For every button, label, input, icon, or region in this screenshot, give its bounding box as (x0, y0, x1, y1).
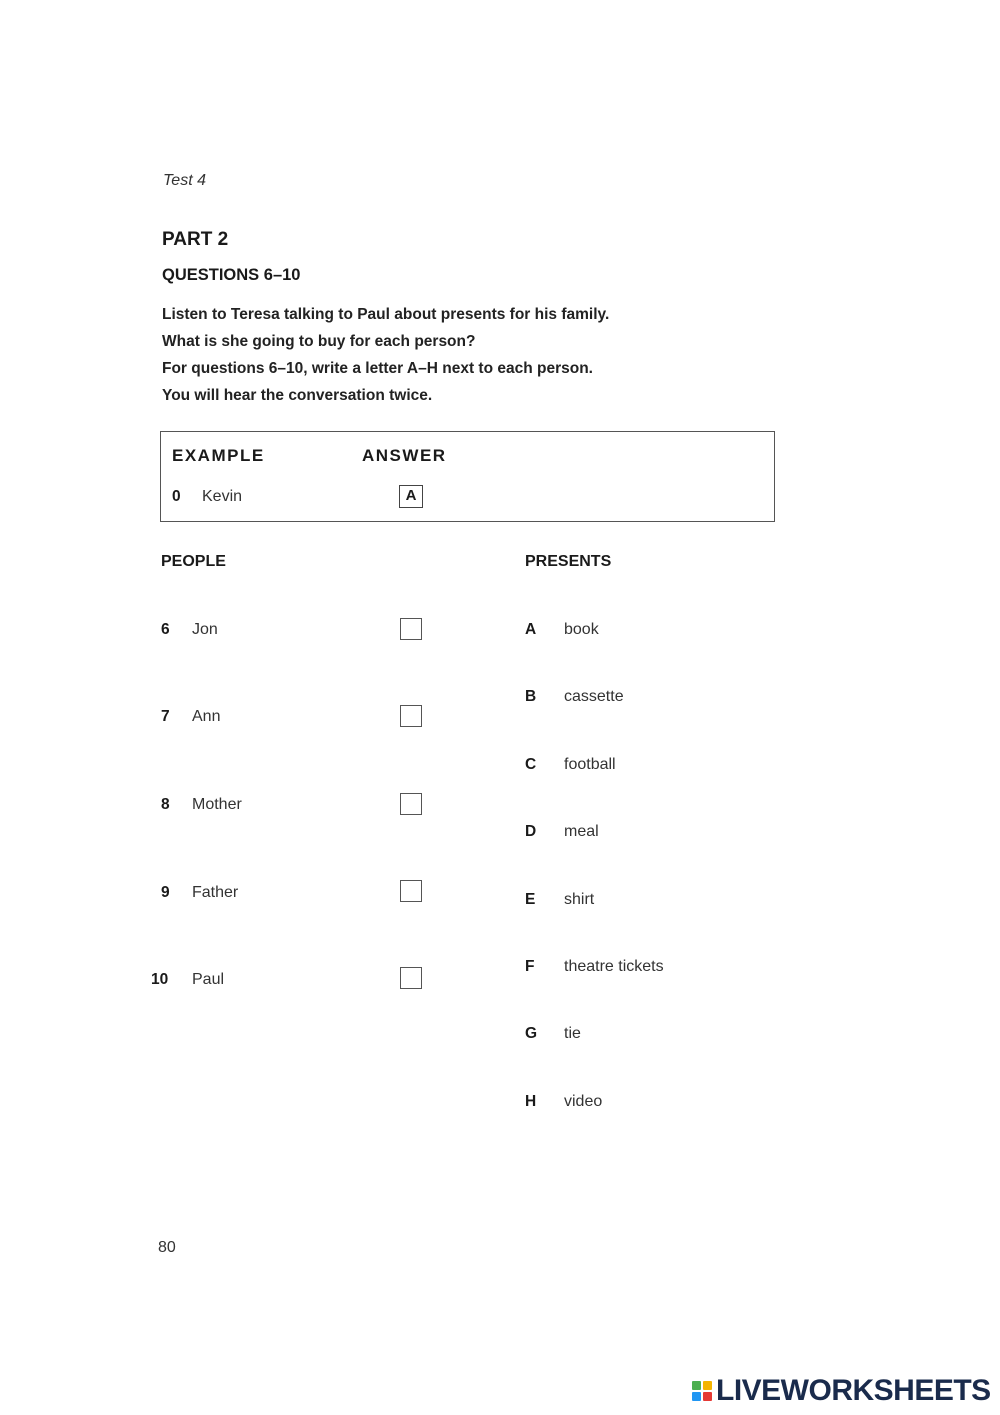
person-number: 7 (161, 708, 170, 725)
present-letter: G (525, 1025, 538, 1042)
person-name: Mother (192, 796, 242, 813)
present-letter: F (525, 958, 535, 975)
present-name: cassette (564, 688, 624, 705)
present-letter: E (525, 891, 536, 908)
brand-name: LIVEWORKSHEETS (716, 1374, 991, 1407)
questions-title: QUESTIONS 6–10 (162, 266, 301, 284)
present-letter: H (525, 1093, 537, 1110)
answer-box-8[interactable] (400, 793, 422, 815)
test-label: Test 4 (163, 172, 206, 189)
people-heading: PEOPLE (161, 553, 226, 570)
present-name: theatre tickets (564, 958, 664, 975)
instruction-line: You will hear the conversation twice. (162, 387, 433, 404)
page-number: 80 (158, 1239, 176, 1256)
present-name: meal (564, 823, 599, 840)
person-name: Ann (192, 708, 221, 725)
present-name: shirt (564, 891, 595, 908)
present-name: book (564, 621, 599, 638)
part-title: PART 2 (162, 229, 229, 250)
instruction-line: What is she going to buy for each person? (162, 333, 476, 350)
liveworksheets-icon (692, 1381, 712, 1401)
example-box (160, 431, 775, 522)
example-name: Kevin (202, 488, 243, 505)
person-name: Father (192, 884, 239, 901)
person-name: Paul (192, 971, 225, 988)
present-name: football (564, 756, 616, 773)
answer-box-9[interactable] (400, 880, 422, 902)
person-number: 10 (151, 971, 169, 988)
present-letter: C (525, 756, 537, 773)
instruction-line: Listen to Teresa talking to Paul about presents for his family. (162, 306, 610, 323)
present-letter: A (525, 621, 537, 638)
person-number: 8 (161, 796, 170, 813)
answer-heading: ANSWER (362, 446, 447, 465)
present-letter: D (525, 823, 537, 840)
present-name: tie (564, 1025, 581, 1042)
example-heading: EXAMPLE (172, 446, 265, 465)
answer-box-6[interactable] (400, 618, 422, 640)
example-number: 0 (172, 488, 181, 505)
answer-box-10[interactable] (400, 967, 422, 989)
present-name: video (564, 1093, 603, 1110)
answer-box-7[interactable] (400, 705, 422, 727)
presents-heading: PRESENTS (525, 553, 612, 570)
person-number: 9 (161, 884, 170, 901)
example-answer: A (399, 485, 423, 508)
person-number: 6 (161, 621, 170, 638)
person-name: Jon (192, 621, 218, 638)
liveworksheets-logo (692, 1374, 991, 1408)
present-letter: B (525, 688, 537, 705)
instruction-line: For questions 6–10, write a letter A–H next to each person. (162, 360, 593, 377)
